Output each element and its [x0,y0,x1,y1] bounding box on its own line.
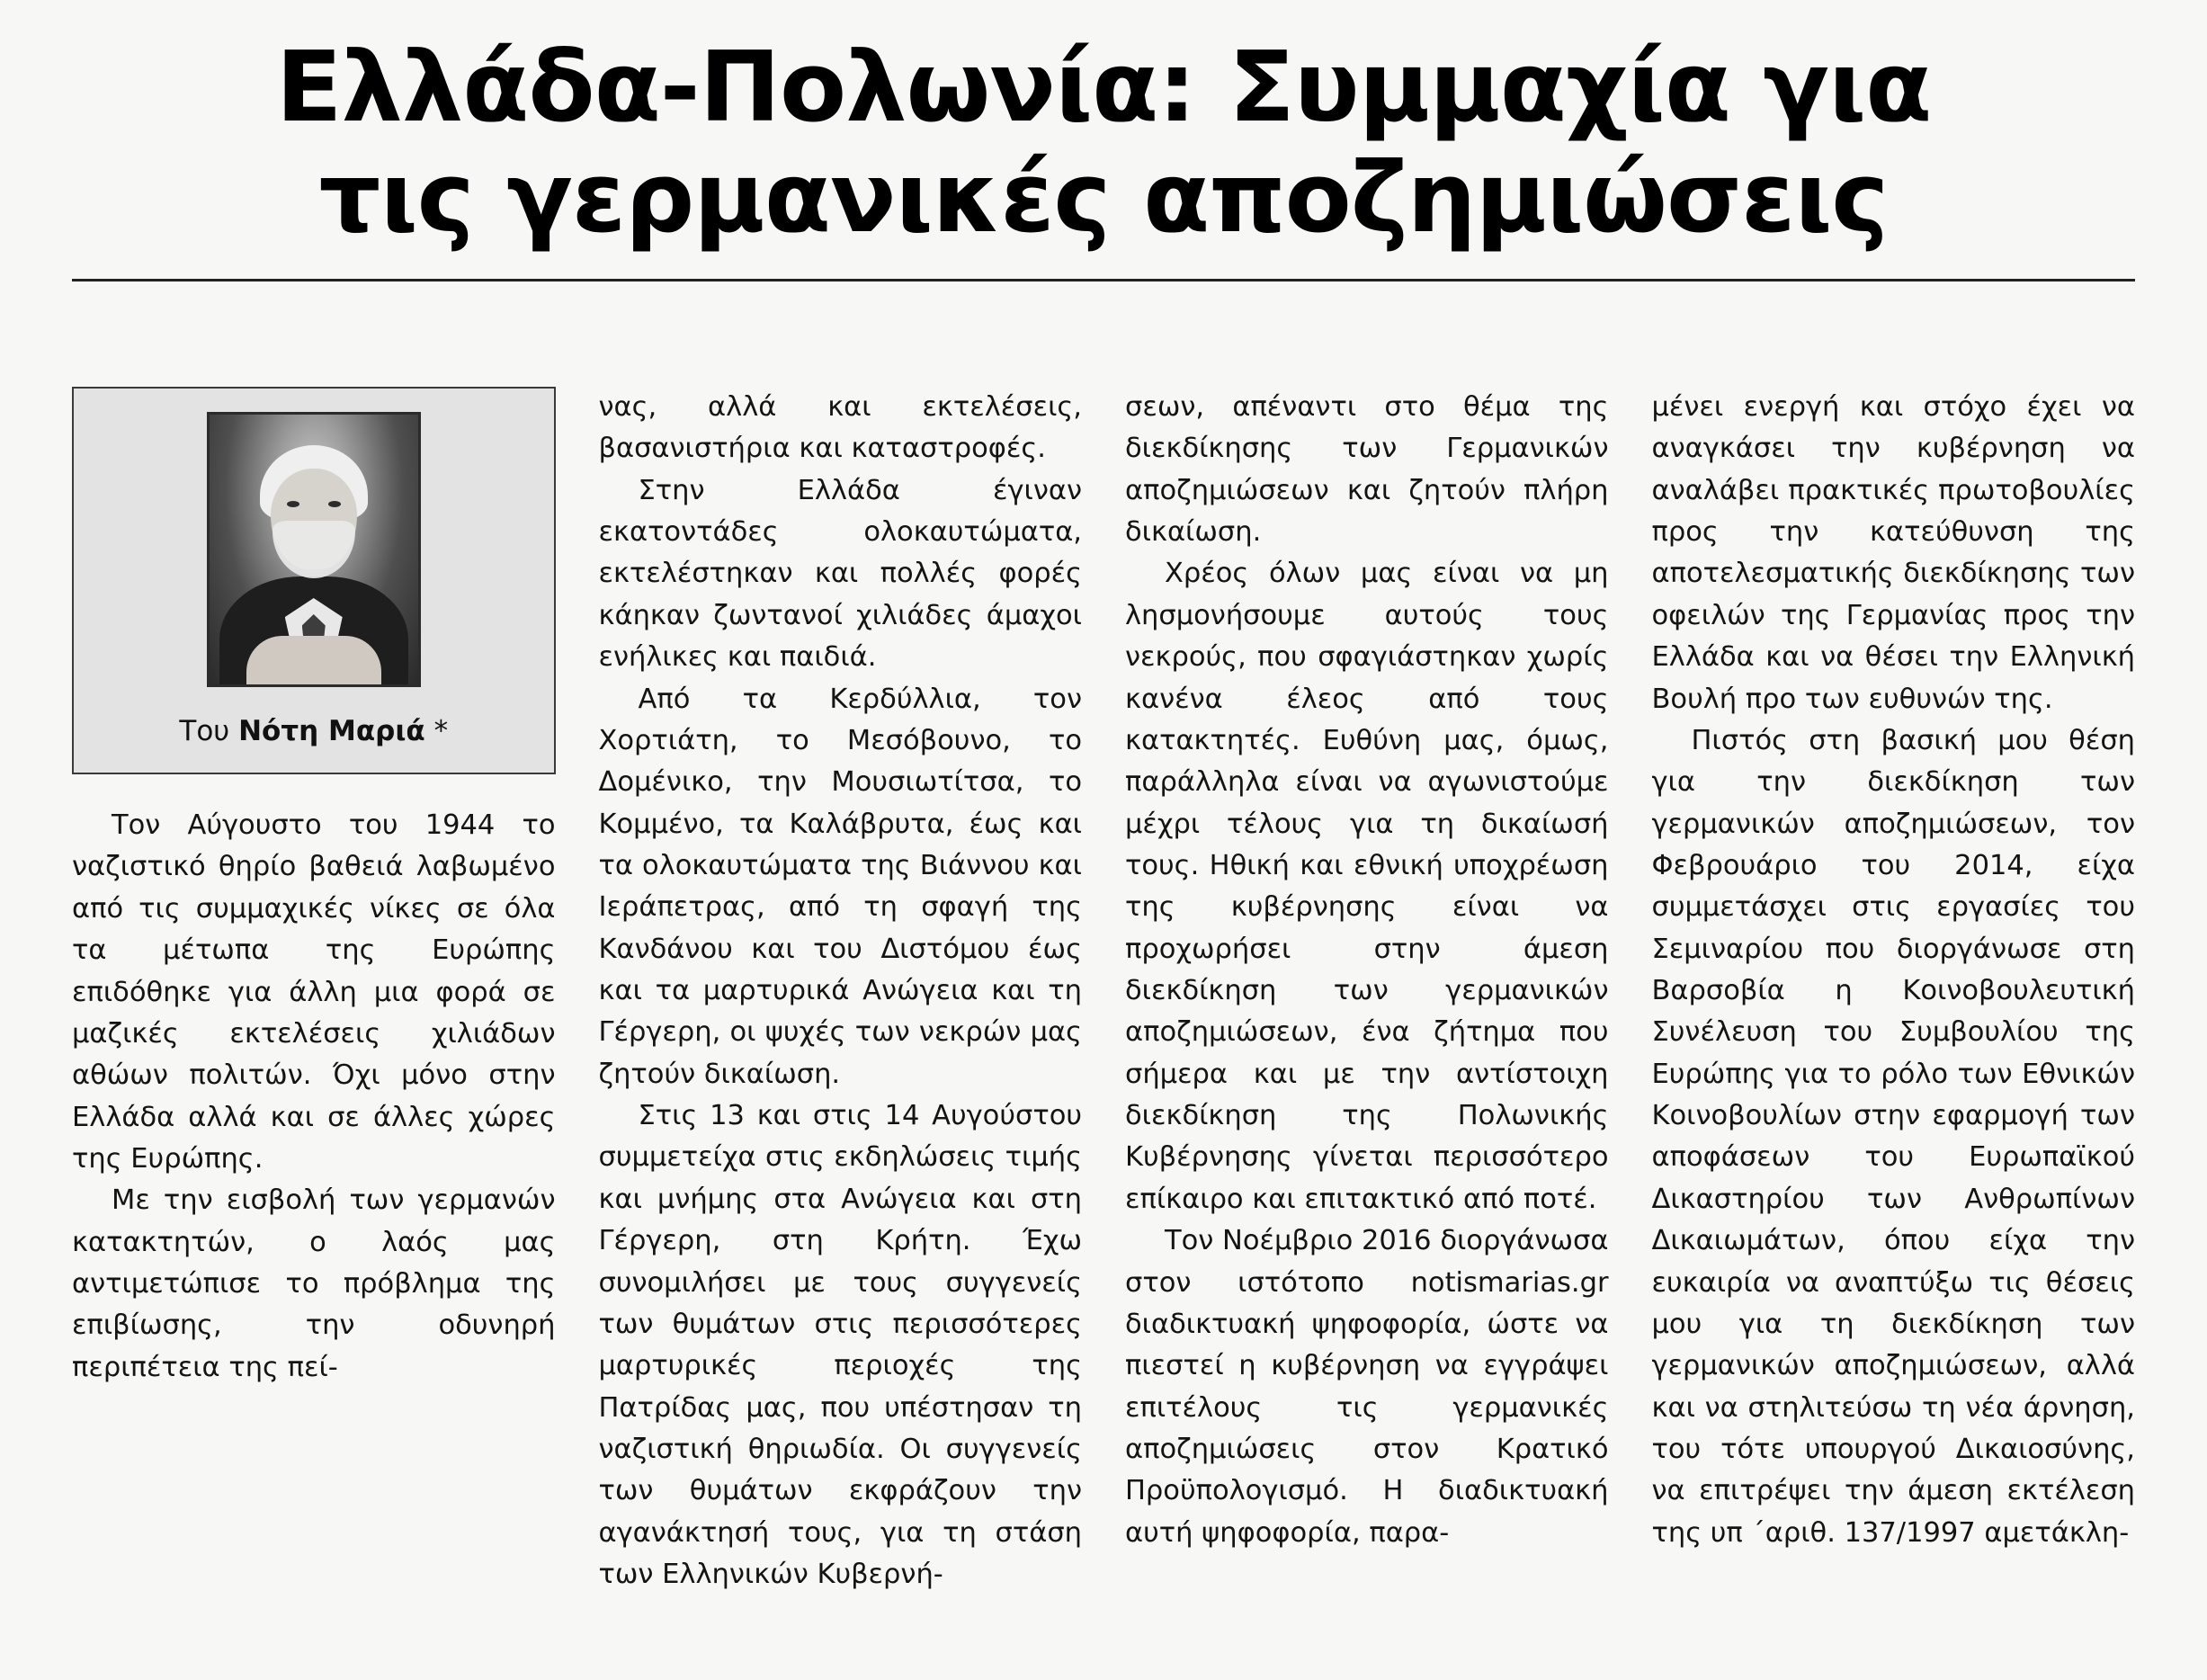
byline-footnote-marker: * [424,715,449,747]
paragraph: Τον Αύγουστο του 1944 το ναζιστικό θηρίο βαθειά λαβωμένο από τις συμμαχικές νίκες σε όλα τα μέτωπα της Ευρώπης επιδόθηκε για άλλη μια φορά σε μαζικές εκτελέσεις χιλιάδων αθώων πολιτών. Όχι μόνο στην Ελλάδα αλλά και σε άλλες χώρες της Ευρώπης. [72,809,556,1175]
byline-author: Νότη Μαριά [238,715,425,747]
headline-divider [72,279,2135,281]
article-column-3 [1125,387,1609,1662]
paragraph: Από τα Κερδύλλια, τον Χορτιάτη, το Μεσόβουνο, το Δομένικο, την Μουσιωτίτσα, το Κομμένο, τα Καλάβρυτα, έως και τα ολοκαυτώματα της Βιάννου και Ιεράπετρας, από τη σφαγή της Κανδάνου και του Διστόμου έως και τα μαρτυρικά Ανώγεια και τη Γέργερη, οι ψυχές των νεκρών μας ζητούν δικαίωση. [598,683,1082,1090]
page-title [0,0,2207,263]
byline [95,710,532,753]
paragraph: νας, αλλά και εκτελέσεις, βασανιστήρια και καταστροφές. [598,391,1082,465]
paragraph: μένει ενεργή και στόχο έχει να αναγκάσει την κυβέρνηση να αναλάβει πρακτικές πρωτοβουλίες προς την κατεύθυνση της αποτελεσματικής διεκδίκησης των οφειλών της Γερμανίας προς την Ελλάδα και να θέσει την Ελληνική Βουλή προ των ευθυνών της. [1651,391,2135,715]
headline-line-1: Ελλάδα-Πολωνία: Συμμαχία για [275,31,1932,144]
author-photo [207,412,421,687]
article-column-2 [599,387,1083,1662]
author-photo-block [72,387,556,774]
paragraph: Πιστός στη βασική μου θέση για την διεκδίκηση των γερμανικών αποζημιώσεων, τον Φεβρουάριο του 2014, είχα συμμετάσχει στις εργασίες του Σεμιναρίου που διοργάνωσε στη Βαρσοβία η Κοινοβουλευτική Συνέλευση του Συμβουλίου της Ευρώπης για το ρόλο των Εθνικών Κοινοβουλίων στην εφαρμογή των αποφάσεων του Ευρωπαϊκού Δικαστηρίου των Ανθρωπίνων Δικαιωμάτων, όπου είχα την ευκαιρία να αναπτύξω τις θέσεις μου για τη διεκδίκηση των γερμανικών αποζημιώσεων, αλλά και να στηλιτεύσω τη νέα άρνηση, του τότε υπουργού Δικαιοσύνης, να επιτρέψει την άμεση εκτέλεση της υπ ΄αριθ. 137/1997 αμετάκλη- [1651,724,2135,1549]
paragraph: Στις 13 και στις 14 Αυγούστου συμμετείχα στις εκδηλώσεις τιμής και μνήμης στα Ανώγεια και στη Γέργερη, στη Κρήτη. Έχω συνομιλήσει με τους συγγενείς των θυμάτων στις περισσότερες μαρτυρικές περιοχές της Πατρίδας μας, που υπέστησαν τη ναζιστική θηριωδία. Οι συγγενείς των θυμάτων εκφράζουν την αγανάκτησή τους, για τη στάση των Ελληνικών Κυβερνή- [598,1100,1082,1591]
article-column-4 [1652,387,2136,1662]
paragraph: Χρέος όλων μας είναι να μη λησμονήσουμε αυτούς τους νεκρούς, που σφαγιάστηκαν χωρίς κανένα έλεος από τους κατακτητές. Ευθύνη μας, όμως, παράλληλα είναι να αγωνιστούμε μέχρι τέλους για τη δικαίωσή τους. Ηθική και εθνική υποχρέωση της κυβέρνησης είναι να προχωρήσει στην άμεση διεκδίκηση των γερμανικών αποζημιώσεων, ένα ζήτημα που σήμερα και με την αντίστοιχη διεκδίκηση της Πολωνικής Κυβέρνησης γίνεται περισσότερο επίκαιρο και επιτακτικό από ποτέ. [1125,558,1609,1215]
article-column-1 [72,387,556,1662]
paragraph: σεων, απέναντι στο θέμα της διεκδίκησης των Γερμανικών αποζημιώσεων και ζητούν πλήρη δικαίωση. [1125,391,1609,549]
article-columns [72,387,2135,1662]
paragraph: Στην Ελλάδα έγιναν εκατοντάδες ολοκαυτώματα, εκτελέστηκαν και πολλές φορές κάηκαν ζωντανοί χιλιάδες άμαχοι ενήλικες και παιδιά. [598,474,1082,674]
paragraph: Τον Νοέμβριο 2016 διοργάνωσα στον ιστότοπο notismarias.gr διαδικτυακή ψηφοφορία, ώστε να πιεστεί η κυβέρνηση να εγγράψει επιτέλους τις γερμανικές αποζημιώσεις στον Κρατικό Προϋπολογισμό. Η διαδικτυακή αυτή ψηφοφορία, παρα- [1125,1225,1609,1549]
byline-prefix: Του [179,715,239,747]
headline-line-2: τις γερμανικές αποζημιώσεις [318,142,1889,255]
paragraph: Με την εισβολή των γερμανών κατακτητών, ο λαός μας αντιμετώπισε το πρόβλημα της επιβίωσης, την οδυνηρή περιπέτεια της πεί- [72,1184,556,1383]
